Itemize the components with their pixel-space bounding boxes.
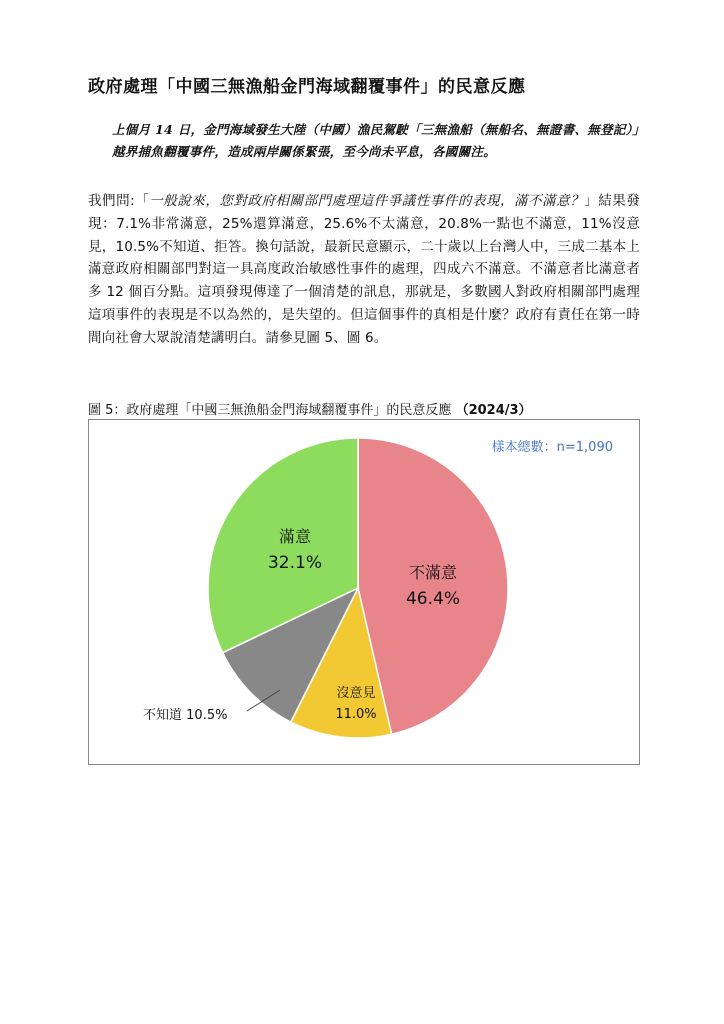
slice-label-dont-know — [143, 704, 253, 723]
pie-chart-frame — [88, 419, 640, 765]
slice-name: 不滿意 — [408, 563, 457, 582]
slice-name: 沒意見 — [336, 686, 376, 701]
body-paragraph — [88, 190, 640, 350]
figure-caption-text: 政府處理「中國三無漁船金門海域翻覆事件」的民意反應 — [126, 403, 452, 418]
body-findings: 」結果發現：7.1%非常滿意，25%還算滿意，25.6%不太滿意，20.8%一點也不滿意，11%沒意見，10.5%不知道、拒答。換句話說，最新民意顯示，二十歲以上台灣人中，三成二基本上滿意政府相關部門對這一具高度政治敏感性事件的處理，四成六不滿意。不滿意者比滿意者多 12 個百分點。這項發現傳達了一個清楚的訊息，那就是，多數國人對政府相關部門處理這項事件的表現是不以為然的，是失望的。但這個事件的真相是什麼？政府有責任在第一時間向社會大眾說清楚講明白。請參見圖 5、圖 6。 — [88, 193, 640, 346]
body-intro: 我們問:「 — [88, 193, 150, 209]
slice-value: 10.5% — [186, 708, 228, 723]
slice-value: 32.1% — [267, 553, 322, 573]
slice-value: 46.4% — [405, 589, 460, 609]
figure-caption — [88, 399, 648, 418]
slice-name: 不知道 — [143, 708, 183, 723]
slice-label-no-opinion — [321, 682, 391, 722]
figure-caption-prefix: 圖 5： — [88, 403, 127, 418]
slice-label-satisfied — [253, 524, 337, 573]
slice-name: 滿意 — [278, 527, 311, 546]
survey-question: 一般說來，您對政府相關部門處理這件爭議性事件的表現，滿不滿意？ — [149, 193, 585, 209]
figure-caption-date: （2024/3） — [455, 403, 532, 418]
sample-size-note: 樣本總數：n=1,090 — [491, 440, 613, 455]
background-quote: 上個月 14 日，金門海域發生大陸（中國）漁民駕駛「三無漁船（無船名、無證書、無登記）」越界捕魚翻覆事件，造成兩岸關係緊張，至今尚未平息，各國關注。 — [112, 122, 639, 159]
slice-value: 11.0% — [335, 707, 377, 722]
slice-label-dissatisfied — [391, 560, 475, 609]
document-title: 政府處理「中國三無漁船金門海域翻覆事件」的民意反應 — [88, 77, 526, 97]
